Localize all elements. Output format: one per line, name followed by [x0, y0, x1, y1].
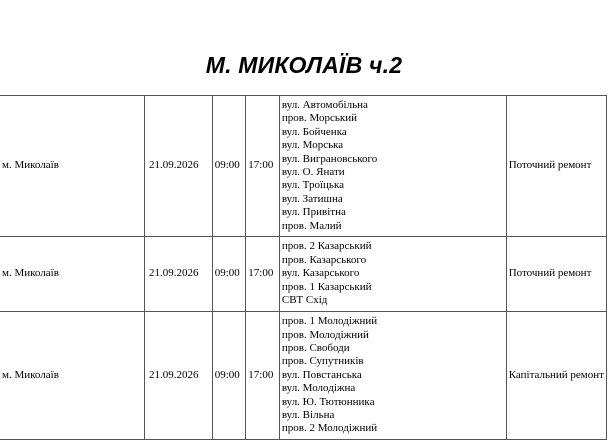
streets-cell — [279, 312, 506, 440]
street-name: вул. Повстанська — [281, 368, 362, 381]
time-to-cell: 17:00 — [246, 237, 280, 312]
page-title: М. МИКОЛАЇВ ч.2 — [205, 52, 403, 78]
street-name: пров. 1 Казарський — [281, 280, 372, 293]
table-row — [0, 312, 607, 440]
settlement-cell: м. Миколаїв — [0, 237, 145, 312]
time-from-cell: 09:00 — [212, 96, 246, 237]
work-type-cell: Поточний ремонт — [506, 96, 606, 237]
street-name: вул. Затишна — [281, 192, 343, 205]
work-type-cell: Поточний ремонт — [506, 237, 606, 312]
street-name: вул. Морська — [281, 139, 344, 152]
streets-cell — [279, 237, 506, 312]
street-name: вул. Привітна — [281, 206, 346, 219]
street-name: пров. 1 Молодіжний — [281, 315, 378, 328]
time-from-cell: 09:00 — [212, 237, 246, 312]
street-name: пров. 2 Казарський — [281, 240, 372, 253]
settlement-cell: м. Миколаїв — [0, 312, 145, 440]
street-name: вул. Троїцька — [281, 179, 345, 192]
street-name: вул. Казарського — [281, 267, 360, 280]
street-name: пров. 2 Молодіжний — [281, 422, 378, 435]
table-row — [0, 237, 607, 312]
street-name: пров. Казарського — [281, 253, 367, 266]
date-cell: 21.09.2026 — [145, 312, 213, 440]
street-name: пров. Супутників — [281, 355, 364, 368]
street-name: пров. Малий — [281, 219, 342, 232]
street-name: вул. Ю. Тютюнника — [281, 395, 375, 408]
street-name: пров. Свободи — [281, 341, 350, 354]
street-name: вул. О. Янати — [281, 166, 345, 178]
streets-cell — [279, 96, 506, 237]
table-row — [0, 96, 607, 237]
street-name: вул. Молодіжна — [281, 382, 356, 395]
work-type-cell: Капітальний ремонт — [506, 312, 606, 440]
street-name: вул. Виграновського — [281, 152, 378, 165]
street-name: вул. Автомобільна — [281, 98, 368, 111]
time-from-cell: 09:00 — [212, 312, 246, 440]
street-name: вул. Бойченка — [281, 125, 347, 138]
time-to-cell: 17:00 — [246, 96, 280, 237]
date-cell: 21.09.2026 — [145, 237, 213, 312]
settlement-cell: м. Миколаїв — [0, 96, 145, 237]
outage-table — [0, 95, 607, 440]
time-to-cell: 17:00 — [246, 312, 280, 440]
street-name: пров. Морський — [281, 112, 357, 125]
date-cell: 21.09.2026 — [145, 96, 213, 237]
street-name: вул. Вільна — [281, 409, 335, 422]
street-name: СВТ Схід — [281, 294, 328, 307]
street-name: пров. Молодіжний — [281, 328, 369, 341]
